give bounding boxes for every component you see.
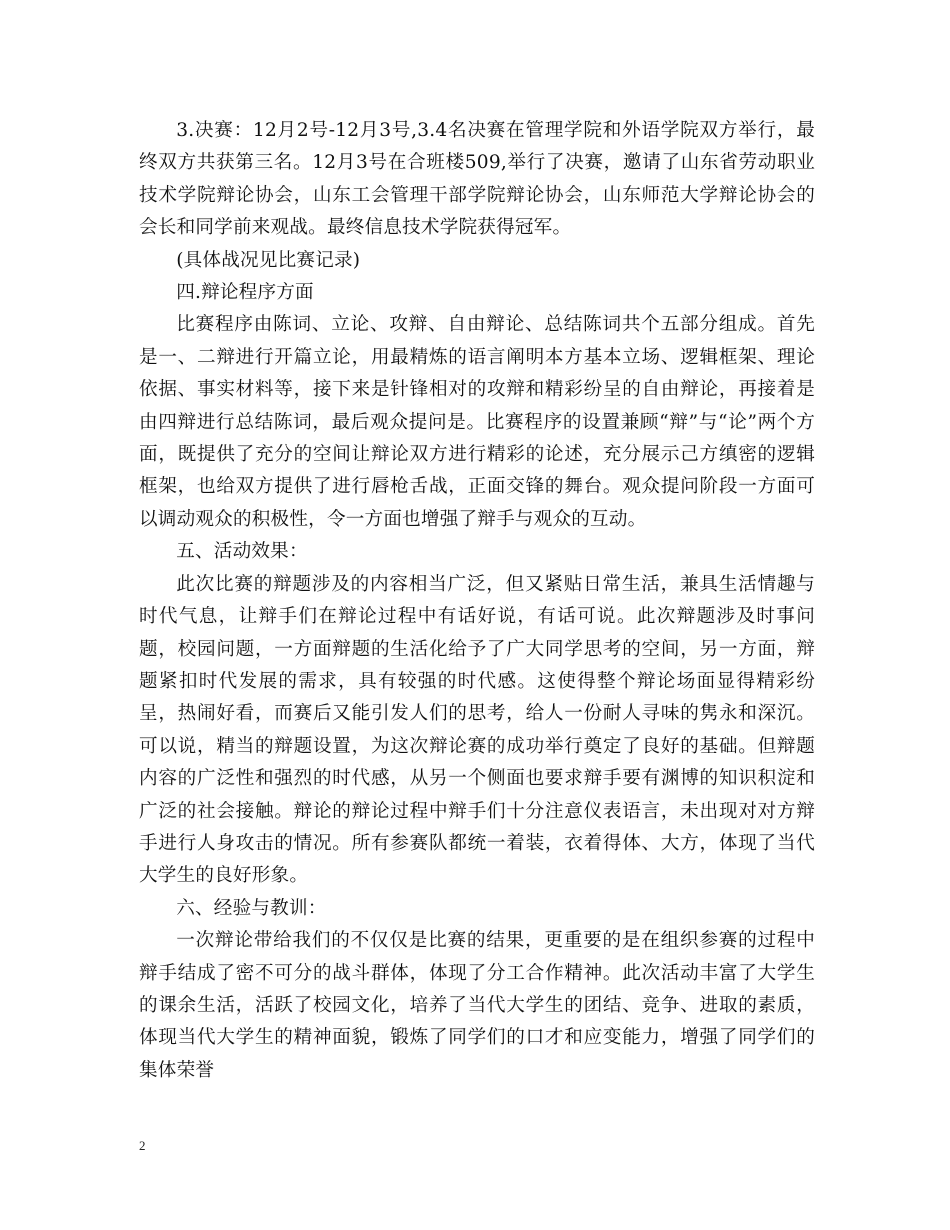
document-body [139, 115, 815, 1087]
heading-debate-procedure: 四.辩论程序方面 [176, 282, 314, 304]
heading-activity-effect: 五、活动效果： [176, 541, 308, 563]
paragraph-battle-note: (具体战况见比赛记录) [176, 249, 361, 271]
heading-lessons: 六、经验与教训： [176, 897, 327, 919]
paragraph-procedure: 比赛程序由陈词、立论、攻辩、自由辩论、总结陈词共个五部分组成。首先是一、二辩进行开篇立论，用最精炼的语言阐明本方基本立场、逻辑框架、理论依据、事实材料等，接下来是针锋相对的攻辩和精彩纷呈的自由辩论，再接着是由四辩进行总结陈词，最后观众提问是。比赛程序的设置兼顾“辩”与“论”两个方面，既提供了充分的空间让辩论双方进行精彩的论述，充分展示己方缜密的逻辑框架，也给双方提供了进行唇枪舌战，正面交锋的舞台。观众提问阶段一方面可以调动观众的积极性，令一方面也增强了辩手与观众的互动。 [139, 314, 815, 530]
paragraph-lessons: 一次辩论带给我们的不仅仅是比赛的结果，更重要的是在组织参赛的过程中辩手结成了密不可分的战斗群体，体现了分工合作精神。此次活动丰富了大学生的课余生活，活跃了校园文化，培养了当代大学生的团结、竞争、进取的素质，体现当代大学生的精神面貌，锻炼了同学们的口才和应变能力，增强了同学们的集体荣誉 [139, 930, 815, 1081]
page-number: 2 [139, 1138, 146, 1153]
paragraph-effect: 此次比赛的辩题涉及的内容相当广泛，但又紧贴日常生活，兼具生活情趣与时代气息，让辩手们在辩论过程中有话好说，有话可说。此次辩题涉及时事问题，校园问题，一方面辩题的生活化给予了广大同学思考的空间，另一方面，辩题紧扣时代发展的需求，具有较强的时代感。这使得整个辩论场面显得精彩纷呈，热闹好看，而赛后又能引发人们的思考，给人一份耐人寻味的隽永和深沉。可以说，精当的辩题设置，为这次辩论赛的成功举行奠定了良好的基础。但辩题内容的广泛性和强烈的时代感，从另一个侧面也要求辩手要有渊博的知识积淀和广泛的社会接触。辩论的辩论过程中辩手们十分注意仪表语言，未出现对对方辩手进行人身攻击的情况。所有参赛队都统一着装，衣着得体、大方，体现了当代大学生的良好形象。 [139, 573, 815, 887]
paragraph-finals: 3.决赛：12月2号-12月3号,3.4名决赛在管理学院和外语学院双方举行，最终双方共获第三名。12月3号在合班楼509,举行了决赛，邀请了山东省劳动职业技术学院辩论协会，山东工会管理干部学院辩论协会，山东师范大学辩论协会的会长和同学前来观战。最终信息技术学院获得冠军。 [139, 120, 815, 239]
